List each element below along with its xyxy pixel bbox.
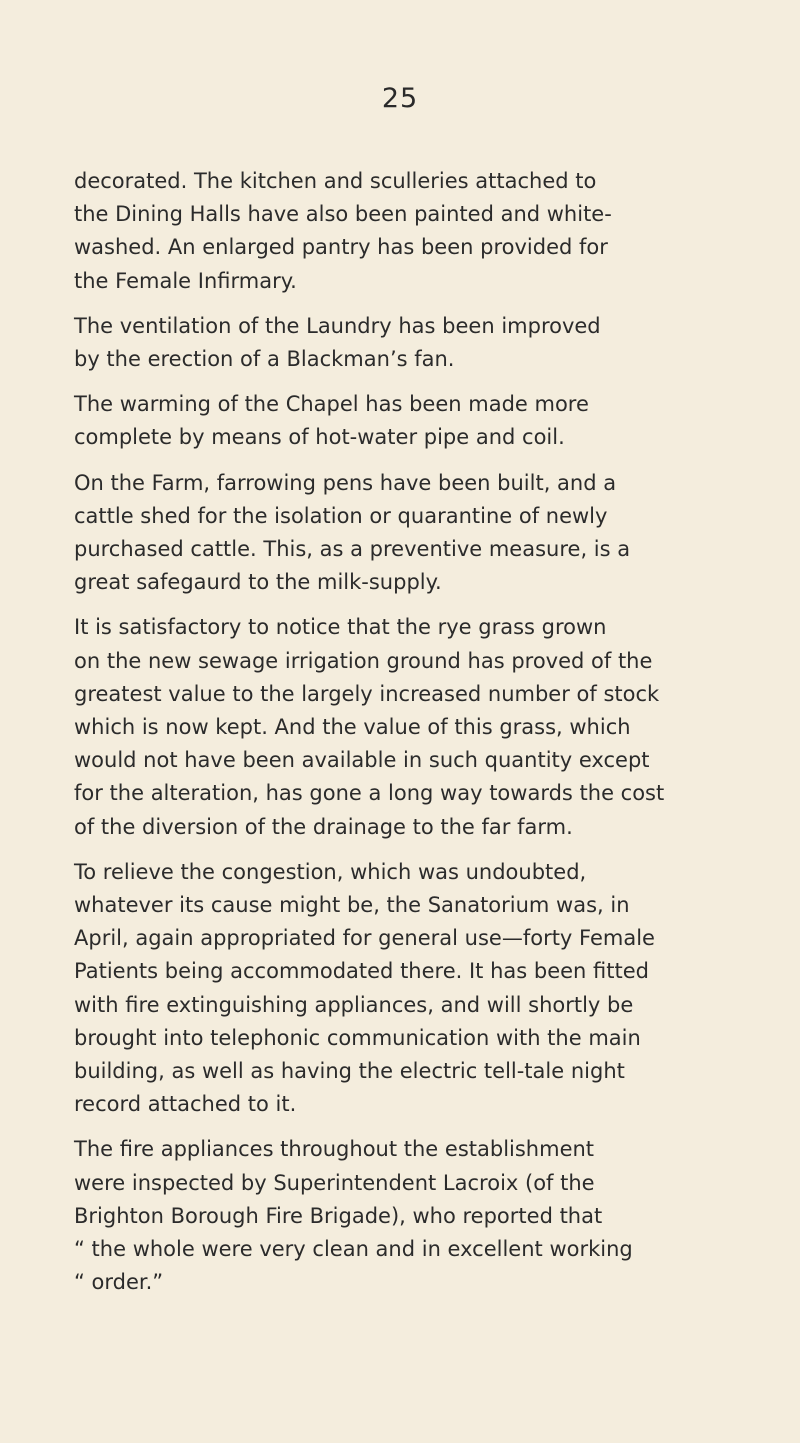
text-line: complete by means of hot-water pipe and coil. bbox=[74, 425, 565, 450]
text-line: the Dining Halls have also been painted and white- bbox=[74, 202, 612, 227]
text-line: whatever its cause might be, the Sanatorium was, in bbox=[74, 893, 630, 918]
body-text bbox=[74, 165, 714, 1312]
text-line: “ order.” bbox=[74, 1270, 164, 1295]
text-line: brought into telephonic communication with the main bbox=[74, 1025, 641, 1050]
text-line: Patients being accommodated there. It has been fitted bbox=[74, 959, 649, 984]
text-line: decorated. The kitchen and sculleries attached to bbox=[74, 169, 597, 193]
paragraph bbox=[74, 165, 714, 298]
text-line: It is satisfactory to notice that the rye grass grown bbox=[74, 615, 607, 640]
text-line: To relieve the congestion, which was undoubted, bbox=[74, 859, 587, 884]
paragraph bbox=[74, 856, 714, 1122]
text-line: The fire appliances throughout the establishment bbox=[74, 1137, 595, 1162]
text-line: of the diversion of the drainage to the far farm. bbox=[74, 814, 573, 839]
text-line: with fire extinguishing appliances, and will shortly be bbox=[74, 992, 634, 1017]
paragraph bbox=[74, 388, 714, 454]
text-line: building, as well as having the electric tell-tale night bbox=[74, 1059, 625, 1084]
text-line: The ventilation of the Laundry has been improved bbox=[74, 313, 601, 338]
text-line: greatest value to the largely increased number of stock bbox=[74, 681, 660, 706]
text-line: for the alteration, has gone a long way towards the cost bbox=[74, 781, 665, 806]
paragraph bbox=[74, 310, 714, 376]
text-line: cattle shed for the isolation or quarantine of newly bbox=[74, 503, 608, 528]
text-line: record attached to it. bbox=[74, 1092, 297, 1117]
text-line: purchased cattle. This, as a preventive measure, is a bbox=[74, 537, 631, 562]
text-line: April, again appropriated for general use—forty Female bbox=[74, 926, 655, 951]
text-line: would not have been available in such quantity except bbox=[74, 748, 650, 773]
text-line: were inspected by Superintendent Lacroix (of the bbox=[74, 1170, 595, 1195]
text-line: on the new sewage irrigation ground has proved of the bbox=[74, 648, 653, 673]
text-line: Brighton Borough Fire Brigade), who reported that bbox=[74, 1203, 603, 1228]
text-line: “ the whole were very clean and in excellent working bbox=[74, 1237, 633, 1262]
text-line: the Female Infirmary. bbox=[74, 268, 297, 293]
text-line: The warming of the Chapel has been made more bbox=[74, 392, 589, 417]
text-line: great safegaurd to the milk-supply. bbox=[74, 570, 442, 595]
text-line: On the Farm, farrowing pens have been built, and a bbox=[74, 470, 617, 495]
text-line: washed. An enlarged pantry has been provided for bbox=[74, 235, 608, 260]
text-line: by the erection of a Blackman’s fan. bbox=[74, 347, 455, 372]
paragraph bbox=[74, 611, 714, 843]
paragraph bbox=[74, 467, 714, 600]
text-line: which is now kept. And the value of this grass, which bbox=[74, 715, 631, 740]
paragraph bbox=[74, 1133, 714, 1299]
page-number: 25 bbox=[381, 83, 419, 114]
